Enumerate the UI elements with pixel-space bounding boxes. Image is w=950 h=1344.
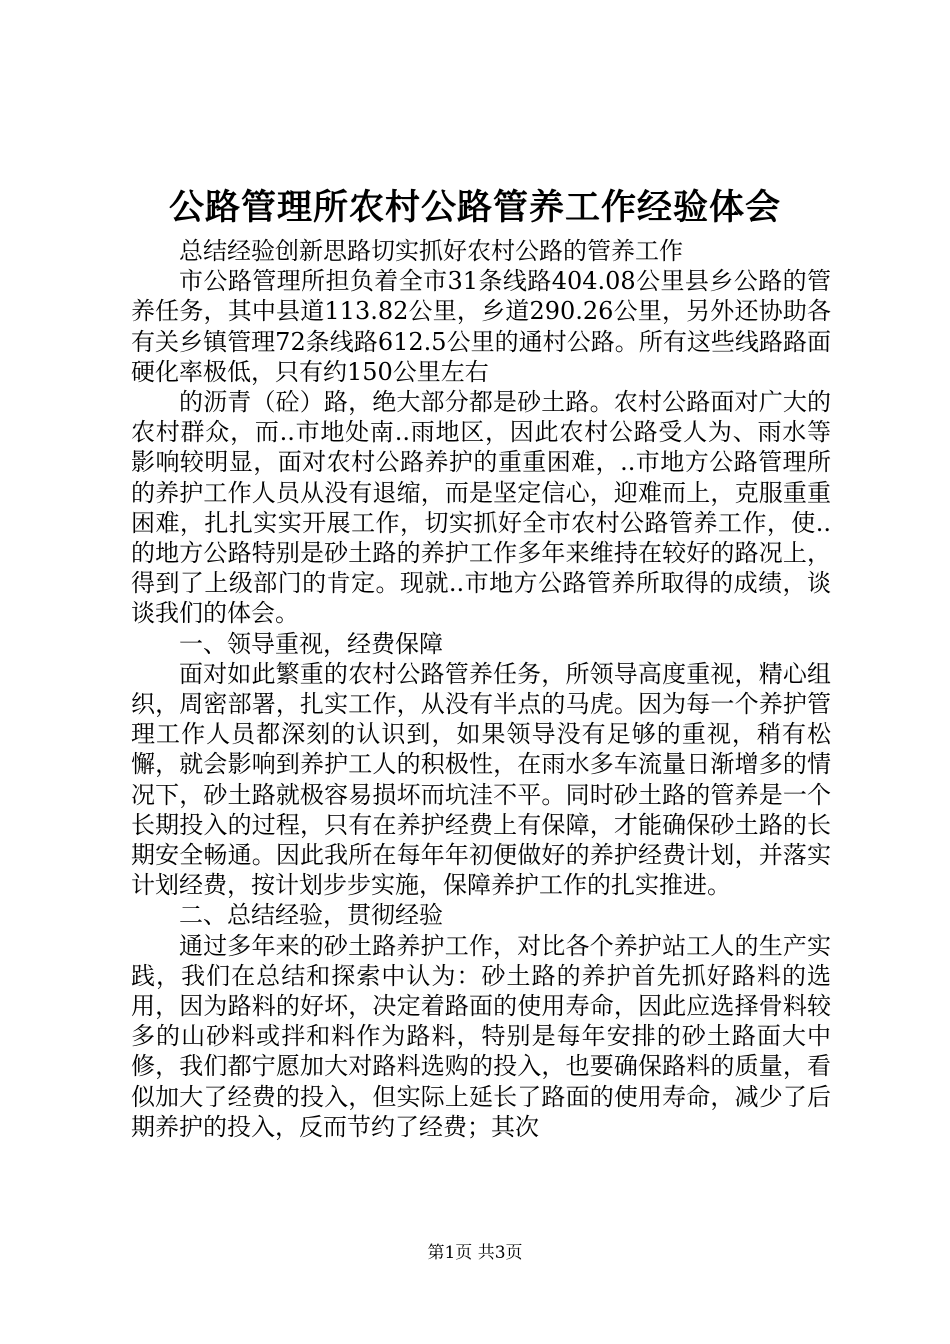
body-paragraph: 通过多年来的砂土路养护工作，对比各个养护站工人的生产实践，我们在总结和探索中认为：砂土路的养护首先抓好路料的选用，因为路料的好坏，决定着路面的使用寿命，因此应选择骨料较多的山砂料或拌和料作为路料，特别是每年安排的砂土路面大中修，我们都宁愿加大对路料选购的投入，也要确保路料的质量，看似加大了经费的投入，但实际上延长了路面的使用寿命，减少了后期养护的投入，反而节约了经费；其次 bbox=[131, 931, 831, 1141]
document-title: 公路管理所农村公路管养工作经验体会 bbox=[168, 187, 781, 228]
subtitle-paragraph: 总结经验创新思路切实抓好农村公路的管养工作 bbox=[179, 237, 683, 265]
body-paragraph: 面对如此繁重的农村公路管养任务，所领导高度重视，精心组织，周密部署，扎实工作，从没有半点的马虎。因为每一个养护管理工作人员都深刻的认识到，如果领导没有足够的重视，稍有松懈，就会影响到养护工人的积极性，在雨水多车流量日渐增多的情况下，砂土路就极容易损坏而坑洼不平。同时砂土路的管养是一个长期投入的过程，只有在养护经费上有保障，才能确保砂土路的长期安全畅通。因此我所在每年年初便做好的养护经费计划，并落实计划经费，按计划步步实施，保障养护工作的扎实推进。 bbox=[131, 659, 831, 900]
section-heading: 二、总结经验，贯彻经验 bbox=[179, 901, 443, 930]
body-paragraph: 市公路管理所担负着全市31条线路404.08公里县乡公路的管养任务，其中县道113.82公里，乡道290.26公里，另外还协助各有关乡镇管理72条线路612.5公里的通村公路。所有这些线路路面硬化率极低，只有约150公里左右 bbox=[131, 267, 831, 386]
body-paragraph: 的沥青（砼）路，绝大部分都是砂土路。农村公路面对广大的农村群众，而..市地处南..雨地区，因此农村公路受人为、雨水等影响较明显，面对农村公路养护的重重困难，..市地方公路管理所的养护工作人员从没有退缩，而是坚定信心，迎难而上，克服重重困难，扎扎实实开展工作，切实抓好全市农村公路管养工作，使..的地方公路特别是砂土路的养护工作多年来维持在较好的路况上，得到了上级部门的肯定。现就..市地方公路管养所取得的成绩，谈谈我们的体会。 bbox=[131, 388, 831, 628]
section-heading: 一、领导重视，经费保障 bbox=[179, 629, 443, 658]
document-body bbox=[131, 236, 831, 1142]
page-footer: 第1页 共3页 bbox=[427, 1243, 523, 1263]
